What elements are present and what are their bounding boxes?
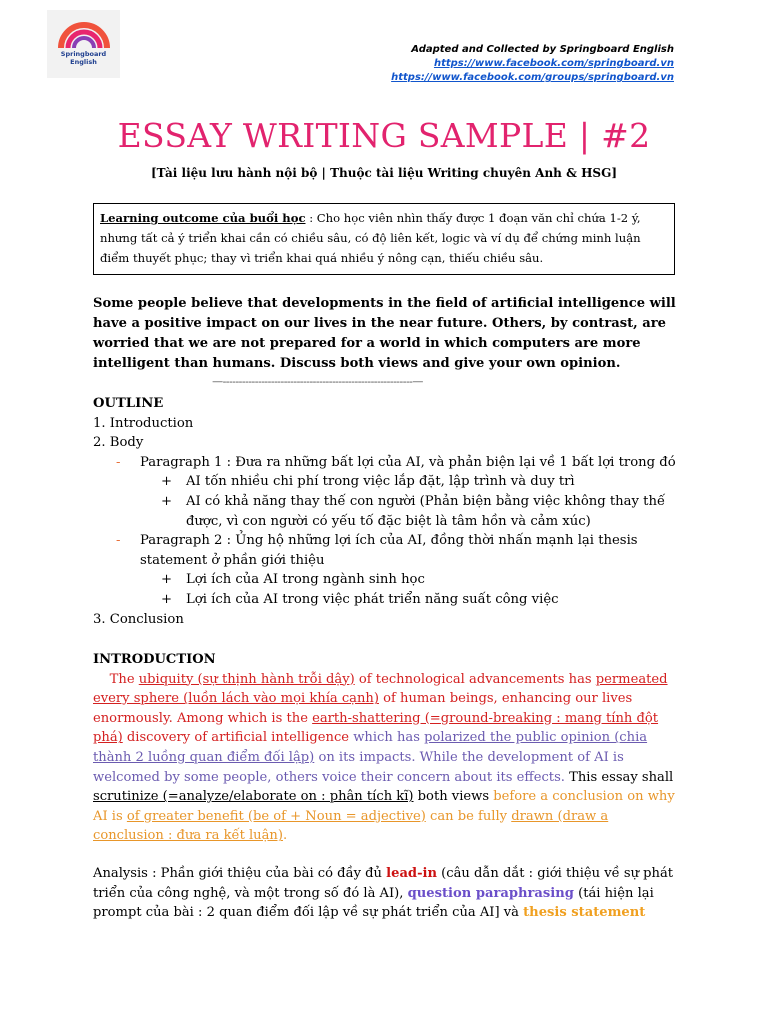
outline-item-introduction: 1. Introduction	[93, 415, 194, 431]
paragraph-1-text: Paragraph 1 : Đưa ra những bất lợi của AI, và phản biện lại về 1 bất lợi trong đó	[140, 454, 676, 470]
outline-paragraph-2	[93, 531, 693, 570]
page-title: ESSAY WRITING SAMPLE | #2	[117, 116, 651, 155]
plus-bullet: +	[161, 493, 173, 509]
analysis-text: Analysis : Phần giới thiệu của bài có đầy đủ	[93, 866, 387, 881]
credits	[391, 43, 674, 85]
logo-text-line2: English	[70, 58, 97, 66]
introduction-section	[93, 650, 683, 846]
outline-heading: OUTLINE	[93, 396, 164, 411]
intro-text: which has	[349, 730, 425, 746]
dash-bullet: -	[116, 533, 121, 549]
intro-text: can be fully	[425, 808, 512, 824]
logo	[47, 10, 120, 78]
rainbow-logo-icon	[57, 16, 111, 50]
analysis-thesis-statement: thesis statement	[523, 905, 646, 921]
intro-text: both views	[413, 789, 494, 805]
intro-text: discovery of artificial intelligence	[122, 730, 350, 746]
credits-line: Adapted and Collected by Springboard English	[411, 44, 674, 55]
intro-vocab: ubiquity (sự thịnh hành trỗi dậy)	[138, 671, 355, 687]
learning-outcome-label: Learning outcome của buổi học	[100, 211, 306, 225]
analysis-text: (câu dẫn dắt : giới thiệu về sự phát triển của công nghệ, và một trong số đó là AI),	[93, 866, 674, 901]
page-subtitle: [Tài liệu lưu hành nội bộ | Thuộc tài liệu Writing chuyên Anh & HSG]	[150, 166, 618, 180]
plus-bullet: +	[161, 591, 173, 607]
analysis-question-paraphrasing: question paraphrasing	[407, 885, 574, 901]
outline-paragraph-1	[93, 453, 693, 473]
intro-text: of human beings, enhancing our lives enormously. Among which is the	[93, 691, 633, 726]
paragraph-2-text: Paragraph 2 : Ủng hộ những lợi ích của AI, đồng thời nhấn mạnh lại thesis statement ở phần giới thiệu	[140, 533, 638, 568]
intro-text: before a conclusion on why AI is	[93, 789, 675, 824]
essay-prompt: Some people believe that developments in the field of artificial intelligence will have a positive impact on our lives in the near future. Others, by contrast, are worried that we are not prepared for a world in which computers are more intelligent than humans. Discuss both views and give your own opinion.	[93, 296, 676, 371]
outline-item-conclusion: 3. Conclusion	[93, 611, 184, 627]
outline-item-body: 2. Body	[93, 435, 144, 451]
introduction-paragraph	[93, 670, 683, 846]
introduction-heading: INTRODUCTION	[93, 652, 216, 667]
intro-text: The	[109, 671, 139, 687]
facebook-group-link[interactable]: https://www.facebook.com/groups/springboard.vn	[391, 72, 674, 83]
outline-section	[93, 394, 693, 629]
analysis-paragraph	[93, 864, 683, 923]
dash-bullet: -	[116, 454, 121, 470]
divider: —-----------------------------------------------------------—	[212, 375, 423, 388]
point-text: Lợi ích của AI trong việc phát triển năng suất công việc	[186, 591, 559, 607]
intro-vocab: drawn (draw a conclusion : đưa ra kết luận)	[93, 808, 609, 844]
point-text: AI có khả năng thay thế con người (Phản biện bằng việc không thay thế được, vì con người có yếu tố đặc biệt là tâm hồn và cảm xúc)	[186, 493, 666, 529]
plus-bullet: +	[161, 474, 173, 490]
logo-text-line1: Springboard	[60, 50, 107, 58]
intro-vocab: polarized the public opinion (chia thành 2 luồng quan điểm đối lập)	[93, 730, 648, 765]
learning-outcome-text: : Cho học viên nhìn thấy được 1 đoạn văn chỉ chứa 1-2 ý, nhưng tất cả ý triển khai cần có chiều sâu, có độ liên kết, logic và ví dụ để chứng minh luận điểm thuyết phục; thay vì triển khai quá nhiều ý nông cạn, thiếu chiều sâu.	[100, 211, 641, 265]
intro-vocab: earth-shattering (=ground-breaking : mang tính đột phá)	[93, 710, 659, 746]
learning-outcome-box	[93, 203, 675, 275]
intro-vocab: of greater benefit (be of + Noun = adjective)	[126, 808, 426, 824]
outline-point	[93, 570, 693, 590]
logo-text	[47, 50, 120, 66]
facebook-page-link[interactable]: https://www.facebook.com/springboard.vn	[433, 58, 674, 69]
point-text: Lợi ích của AI trong ngành sinh học	[186, 572, 425, 588]
intro-text: .	[282, 828, 288, 844]
analysis-lead-in: lead-in	[386, 866, 438, 881]
analysis-text: (tái hiện lại prompt của bài : 2 quan điểm đối lập về sự phát triển của AI] và	[93, 885, 654, 921]
point-text: AI tốn nhiều chi phí trong việc lắp đặt, lập trình và duy trì	[186, 474, 575, 490]
intro-text: on its impacts. While the development of AI is welcomed by some people, others voice their concern about its effects.	[93, 749, 624, 785]
intro-text: of technological advancements has	[354, 671, 596, 687]
outline-point	[93, 472, 693, 492]
intro-text: This essay shall	[564, 769, 674, 785]
outline-point	[93, 492, 693, 531]
plus-bullet: +	[161, 572, 173, 588]
outline-point	[93, 590, 693, 610]
intro-vocab: scrutinize (=analyze/elaborate on : phân tích kĩ)	[93, 789, 414, 805]
intro-vocab: permeated every sphere (luồn lách vào mọi khía cạnh)	[93, 671, 668, 707]
